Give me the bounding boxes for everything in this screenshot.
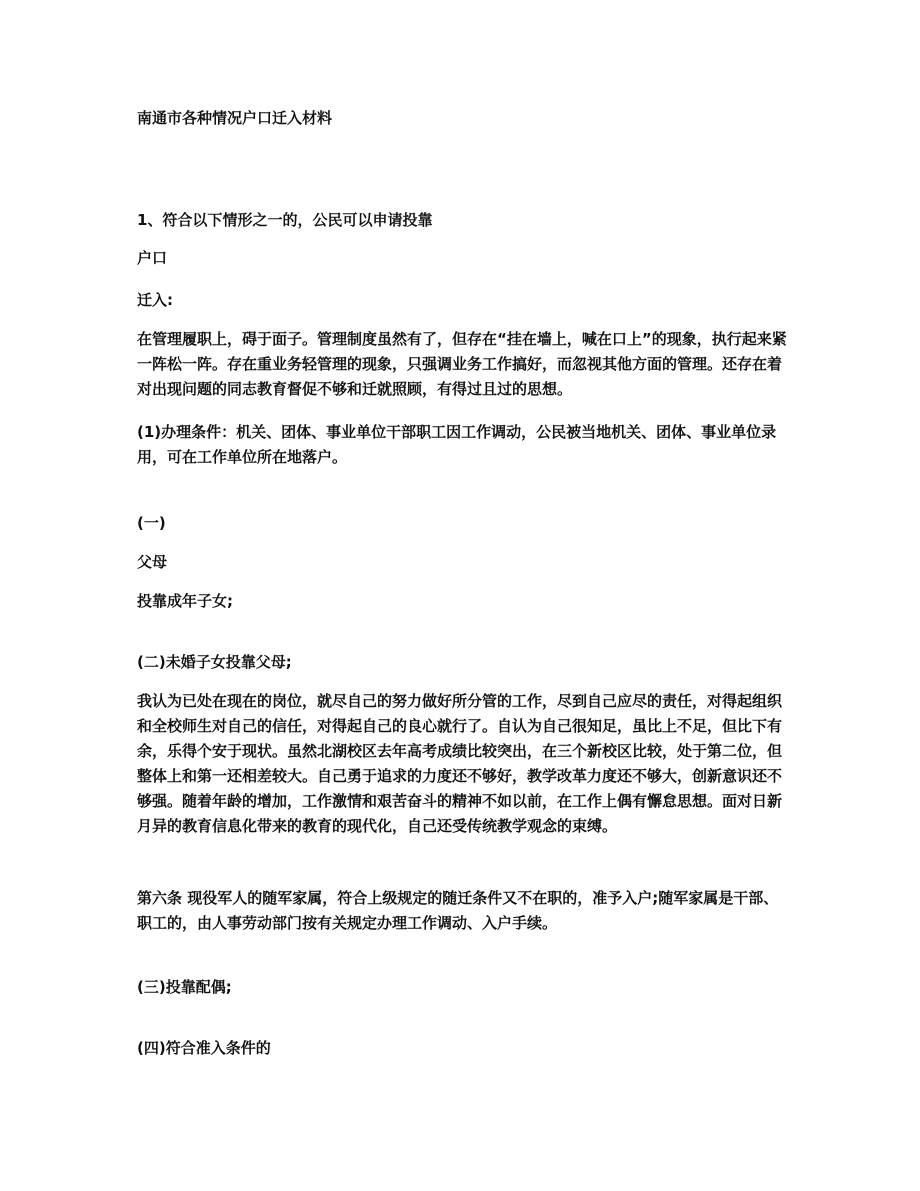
paragraph-item-2: (二)未婚子女投靠父母; xyxy=(137,653,292,671)
paragraph-parents: 父母 xyxy=(137,553,168,571)
paragraph-article-6: 第六条 现役军人的随军家属，符合上级规定的随迁条件又不在职的，准予入户;随军家属是干部、职工的，由人事劳动部门按有关规定办理工作调动、入户手续。 xyxy=(137,889,779,932)
paragraph-hukou: 户口 xyxy=(137,249,168,267)
paragraph-apply-conditions: 1、符合以下情形之一的，公民可以申请投靠 xyxy=(137,211,433,229)
paragraph-adult-children: 投靠成年子女; xyxy=(137,592,233,610)
paragraph-move-in: 迁入: xyxy=(137,291,173,309)
paragraph-item-4: (四)符合准入条件的 xyxy=(137,1039,271,1057)
document-title: 南通市各种情况户口迁入材料 xyxy=(137,109,333,127)
paragraph-item-3: (三)投靠配偶; xyxy=(137,978,232,996)
paragraph-management: 在管理履职上，碍于面子。管理制度虽然有了，但存在“挂在墙上，喊在口上”的现象，执行起来紧一阵松一阵。存在重业务轻管理的现象，只强调业务工作搞好，而忽视其他方面的管理。还存在着对出现问题的同志教育督促不够和迁就照顾，有得过且过的思想。 xyxy=(137,330,787,398)
paragraph-condition-1: (1)办理条件：机关、团体、事业单位干部职工因工作调动，公民被当地机关、团体、事业单位录用，可在工作单位所在地落户。 xyxy=(137,423,777,466)
paragraph-item-1: (一) xyxy=(137,514,166,532)
paragraph-self-review: 我认为已处在现在的岗位，就尽自己的努力做好所分管的工作，尽到自己应尽的责任，对得起组织和全校师生对自己的信任，对得起自己的良心就行了。自认为自己很知足，虽比上不足，但比下有余，乐得个安于现状。虽然北湖校区去年高考成绩比较突出，在三个新校区比较，处于第二位，但整体上和第一还相差较大。自己勇于追求的力度还不够好，教学改革力度还不够大，创新意识还不够强。随着年龄的增加，工作激情和艰苦奋斗的精神不如以前，在工作上偶有懈怠思想。面对日新月异的教育信息化带来的教育的现代化，自己还受传统教学观念的束缚。 xyxy=(137,692,783,835)
